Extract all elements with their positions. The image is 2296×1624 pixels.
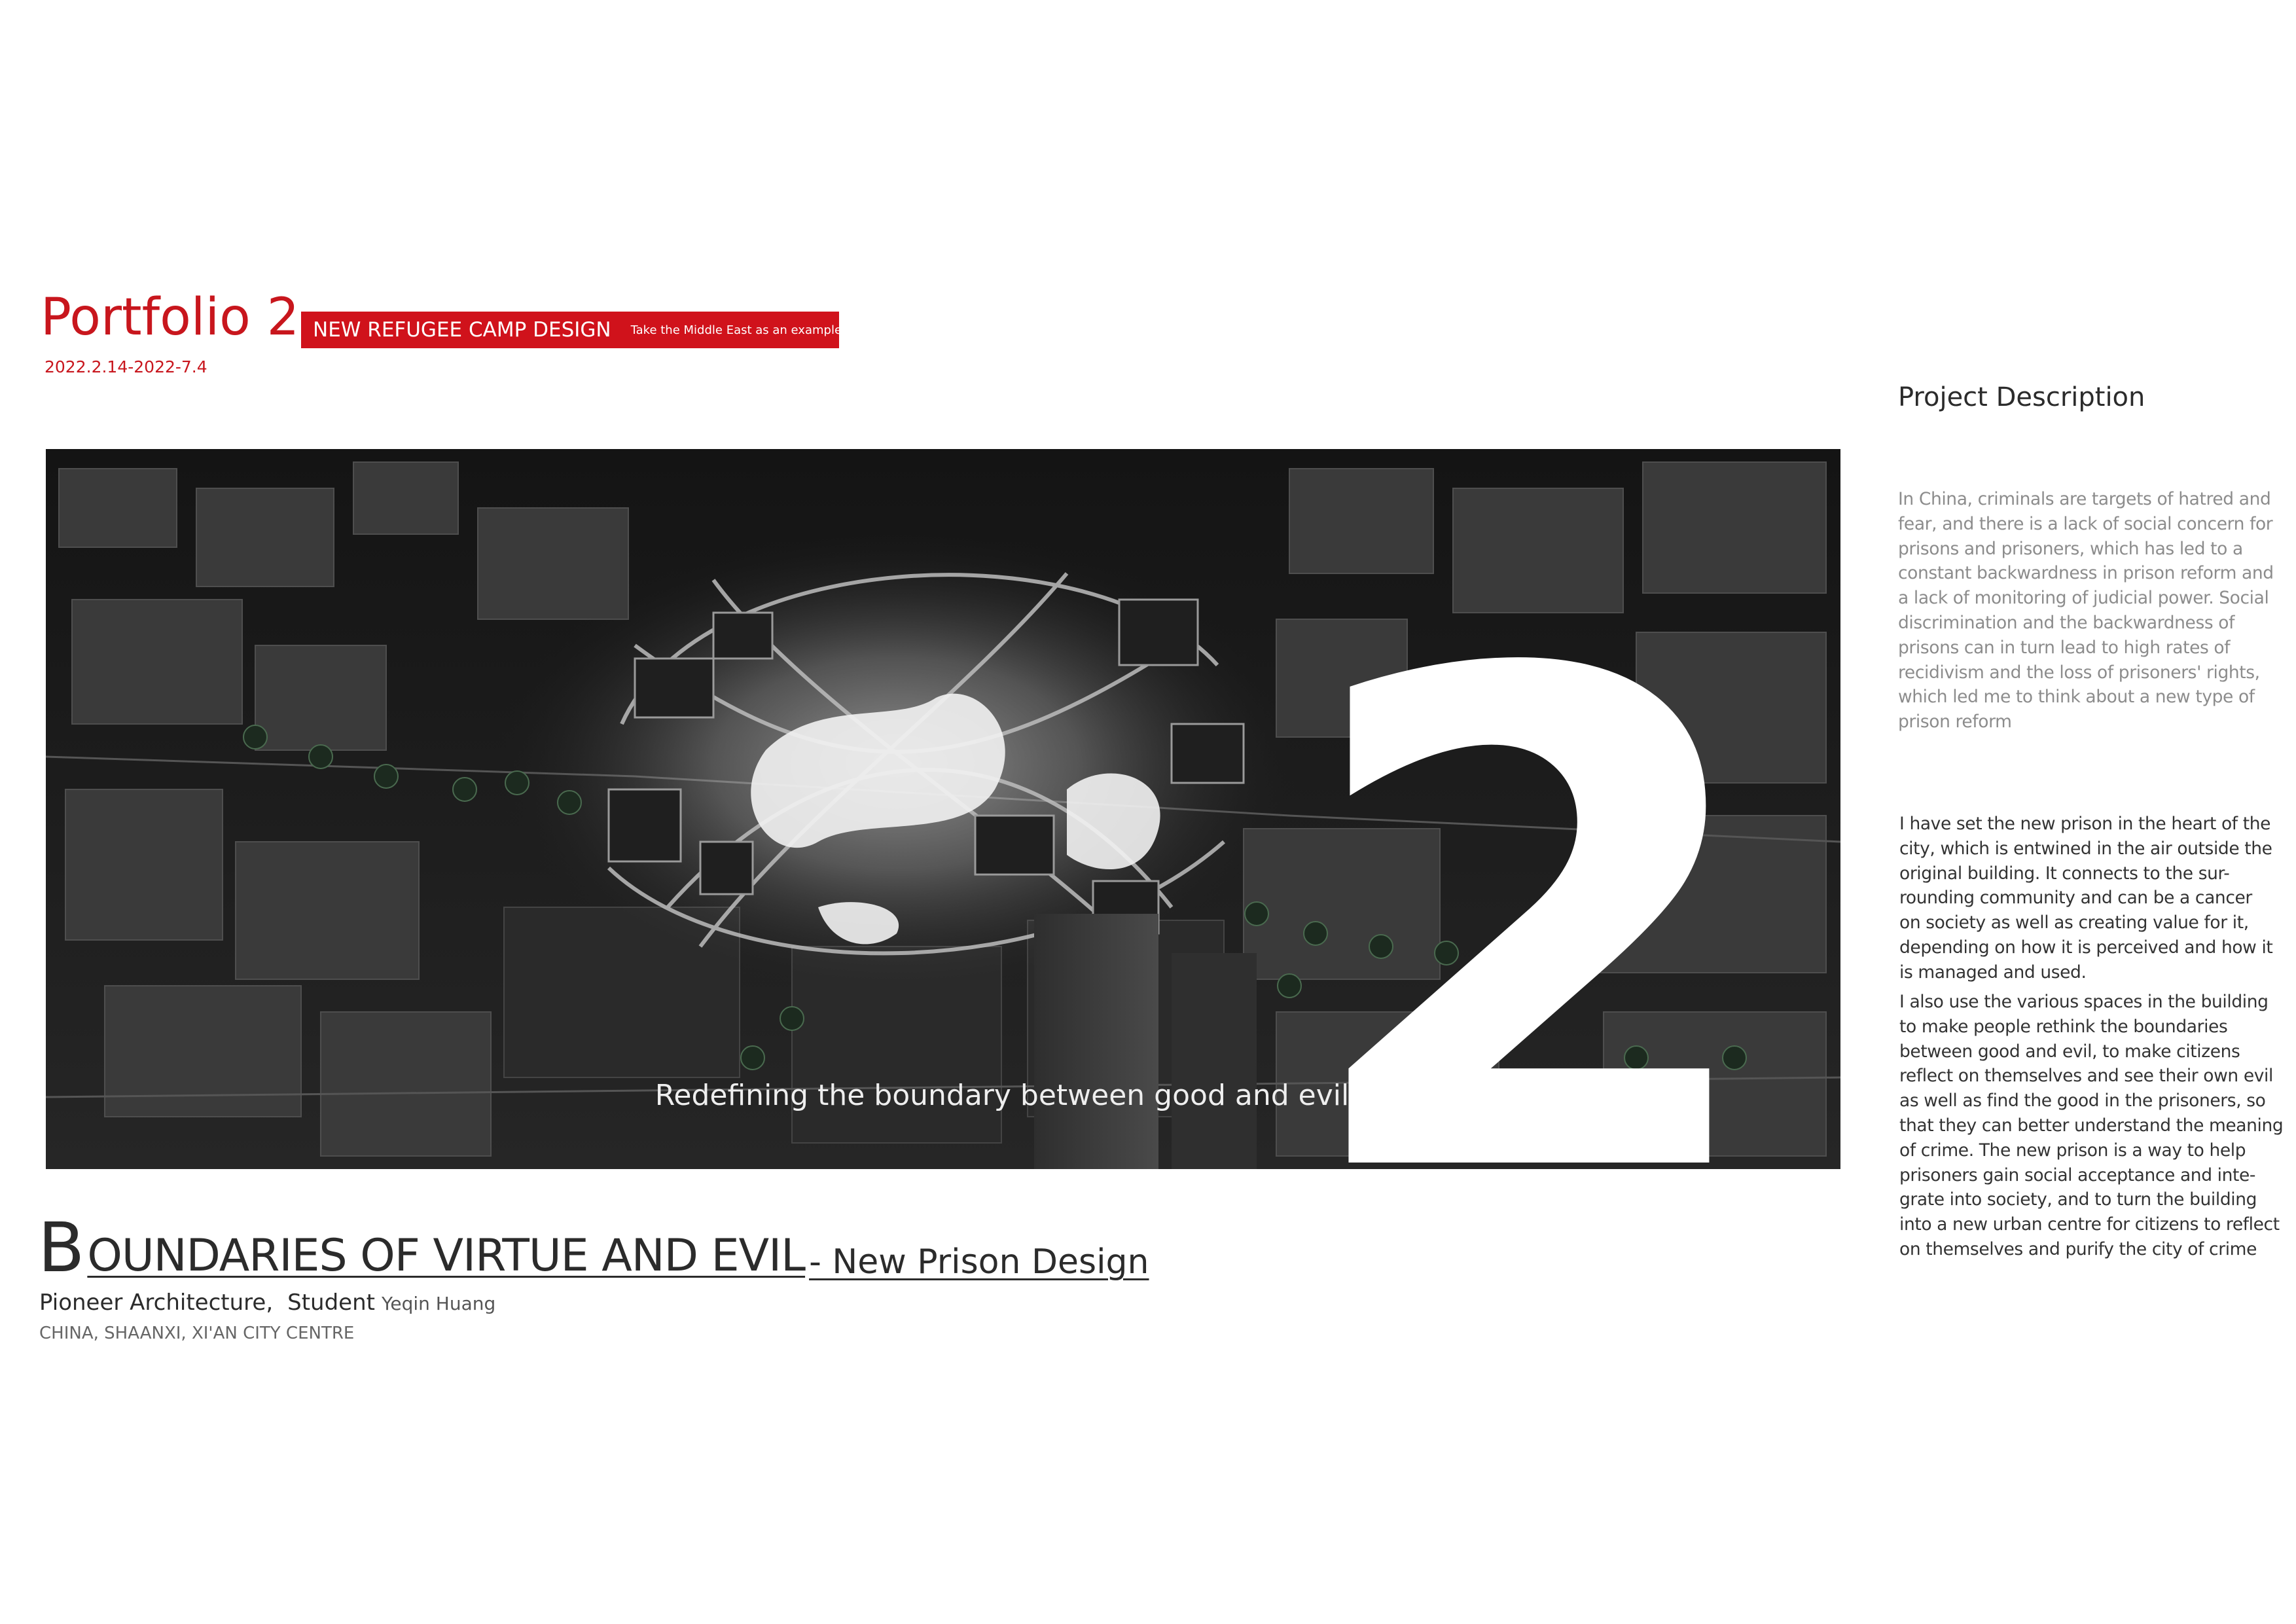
description-heading: Project Description bbox=[1898, 382, 2145, 412]
paragraph-line: grate into society, and to turn the building bbox=[1899, 1189, 2257, 1210]
paragraph-line: prison reform bbox=[1898, 712, 2012, 732]
paragraph-line: fear, and there is a lack of social concern for bbox=[1898, 513, 2273, 534]
paragraph-line: into a new urban centre for citizens to reflect bbox=[1899, 1214, 2280, 1235]
hero-big-number: 2 bbox=[1295, 532, 1768, 1169]
project-title bbox=[38, 1208, 1149, 1288]
description-paragraph-1 bbox=[1898, 487, 2274, 734]
paragraph-line: a lack of monitoring of judicial power. Social bbox=[1898, 588, 2269, 609]
paragraph-line: rounding community and can be a cancer bbox=[1899, 888, 2252, 909]
paragraph-line: In China, criminals are targets of hatred and bbox=[1898, 489, 2271, 509]
paragraph-line: which led me to think about a new type of bbox=[1898, 687, 2255, 708]
paragraph-line: as well as find the good in the prisoners, so bbox=[1899, 1091, 2266, 1111]
paragraph-line: I have set the new prison in the heart of the bbox=[1899, 814, 2271, 834]
portfolio-title: Portfolio 2 bbox=[41, 288, 300, 347]
tag-sub-label: Take the Middle East as an example bbox=[630, 323, 842, 337]
paragraph-line: prisons can in turn lead to high rates of bbox=[1898, 637, 2231, 658]
paragraph-line: prisons and prisoners, which has led to a bbox=[1898, 538, 2243, 559]
paragraph-line: I also use the various spaces in the building bbox=[1899, 992, 2269, 1012]
credit-organization: Pioneer Architecture, bbox=[39, 1290, 274, 1316]
paragraph-line: discrimination and the backwardness of bbox=[1898, 612, 2235, 633]
project-title-initial: B bbox=[38, 1208, 85, 1288]
project-location: CHINA, SHAANXI, XI'AN CITY CENTRE bbox=[39, 1324, 355, 1343]
project-title-subtitle: - New Prison Design bbox=[809, 1242, 1149, 1282]
description-paragraph-2 bbox=[1899, 812, 2273, 985]
city-render-illustration bbox=[46, 449, 1840, 1169]
description-paragraph-3 bbox=[1899, 990, 2284, 1262]
paragraph-line: city, which is entwined in the air outside the bbox=[1899, 838, 2272, 859]
paragraph-line: recidivism and the loss of prisoners' rights, bbox=[1898, 662, 2260, 683]
tag-main-label: NEW REFUGEE CAMP DESIGN bbox=[313, 318, 611, 342]
paragraph-line: original building. It connects to the sur- bbox=[1899, 863, 2230, 884]
paragraph-line: reflect on themselves and see their own evil bbox=[1899, 1066, 2273, 1087]
paragraph-line: on society as well as creating value for it, bbox=[1899, 912, 2249, 933]
paragraph-line: to make people rethink the boundaries bbox=[1899, 1016, 2228, 1037]
project-title-main: OUNDARIES OF VIRTUE AND EVIL bbox=[87, 1230, 806, 1282]
credit-author: Yeqin Huang bbox=[381, 1293, 496, 1314]
paragraph-line: of crime. The new prison is a way to help bbox=[1899, 1140, 2246, 1161]
paragraph-line: constant backwardness in prison reform and bbox=[1898, 563, 2274, 584]
hero-rendering bbox=[46, 449, 1840, 1169]
paragraph-line: between good and evil, to make citizens bbox=[1899, 1041, 2240, 1062]
project-tag-banner bbox=[301, 312, 842, 348]
paragraph-line: depending on how it is perceived and how it bbox=[1899, 937, 2273, 958]
credit-role: Student bbox=[287, 1290, 375, 1316]
paragraph-line: that they can better understand the meaning bbox=[1899, 1115, 2284, 1136]
paragraph-line: is managed and used. bbox=[1899, 962, 2087, 983]
paragraph-line: prisoners gain social acceptance and inte- bbox=[1899, 1164, 2256, 1185]
paragraph-line: on themselves and purify the city of crime bbox=[1899, 1238, 2257, 1259]
date-range: 2022.2.14-2022-7.4 bbox=[45, 357, 207, 376]
credits bbox=[39, 1290, 495, 1316]
hero-caption: Redefining the boundary between good and evil bbox=[655, 1079, 1350, 1112]
